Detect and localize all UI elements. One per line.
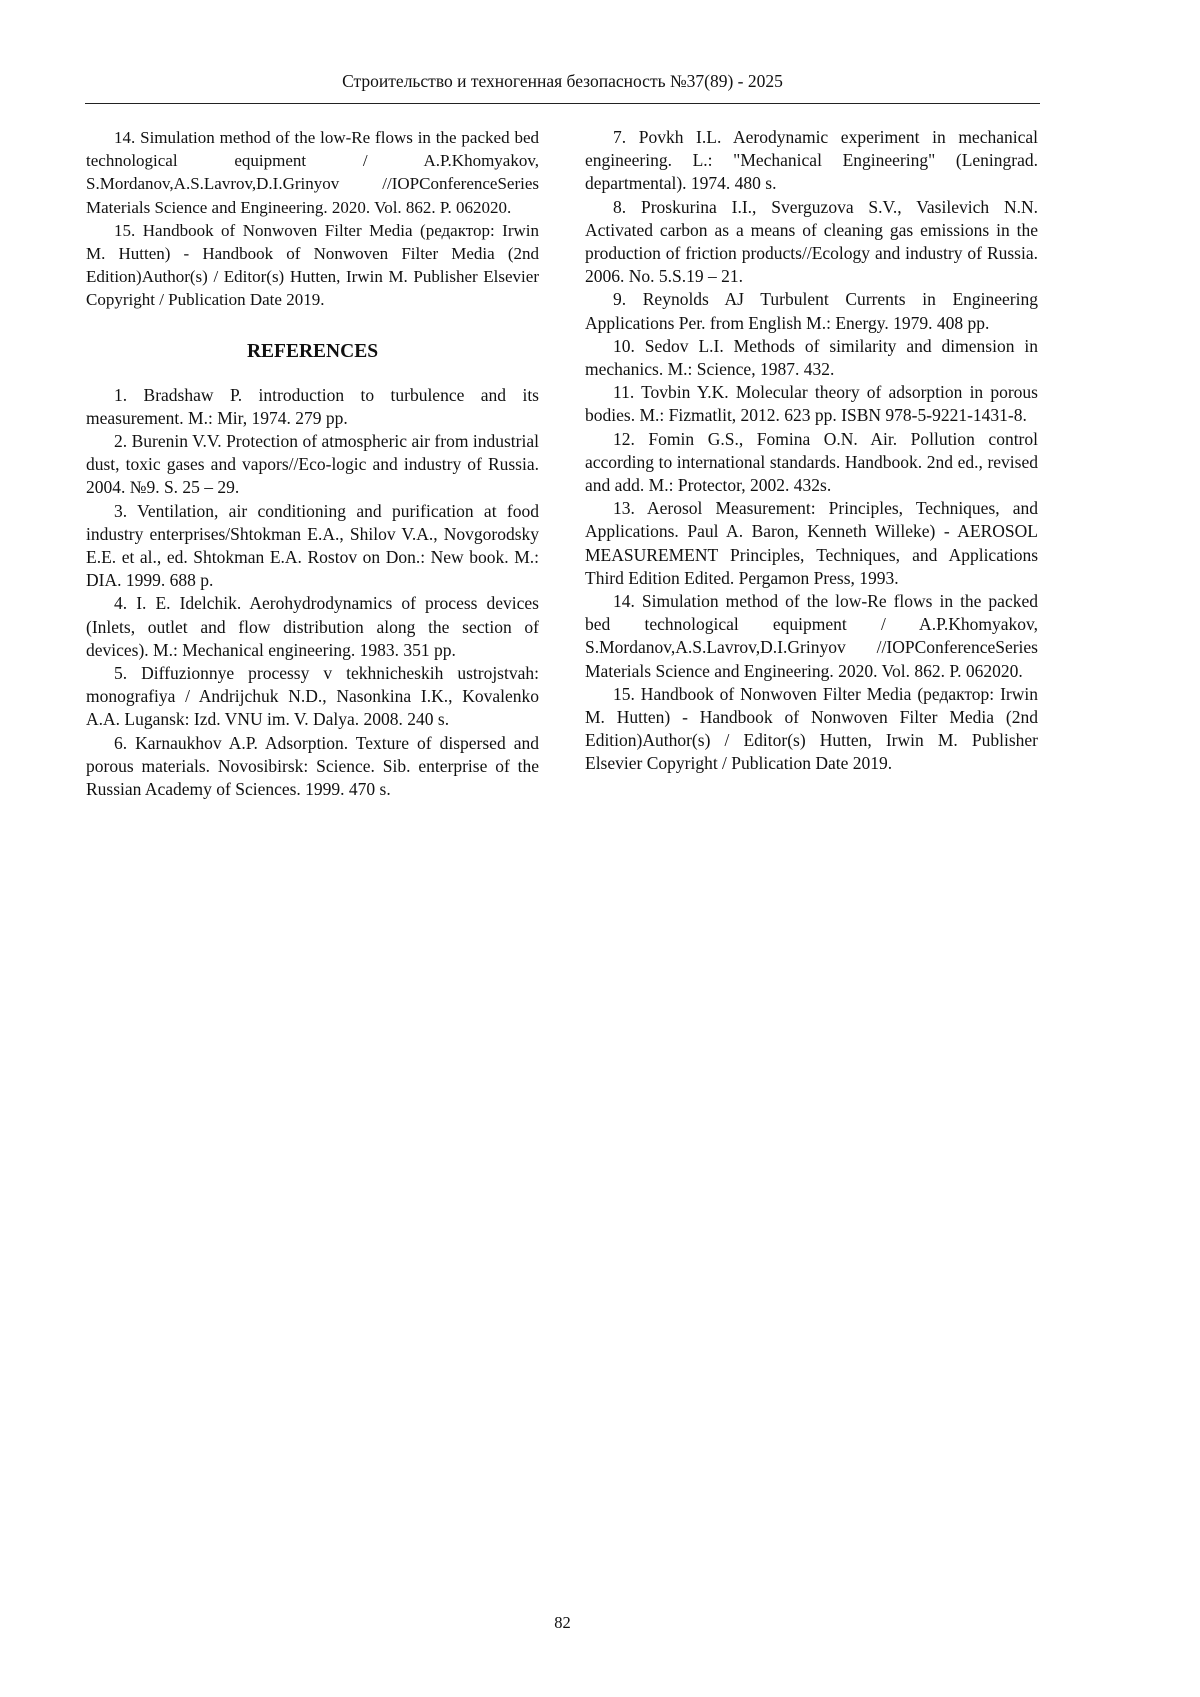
reference-item: 7. Povkh I.L. Aerodynamic experiment in mechanical engineering. L.: "Mechanical Engineering" (Leningrad. departmental). 1974. 480 s. bbox=[585, 127, 1038, 194]
reference-item: 1. Bradshaw P. introduction to turbulence and its measurement. M.: Mir, 1974. 279 pp. bbox=[86, 384, 539, 428]
page-number: 82 bbox=[554, 1613, 571, 1632]
reference-item: 2. Burenin V.V. Protection of atmospheric air from industrial dust, toxic gases and vapors//Eco-logic and industry of Russia. 2004. №9. S. 25 – 29. bbox=[86, 431, 539, 498]
running-head: Строительство и техногенная безопасность №37(89) - 2025 bbox=[342, 71, 783, 91]
reference-item: 4. I. E. Idelchik. Aerohydrodynamics of process devices (Inlets, outlet and flow distribution along the section of devices). M.: Mechanical engineering. 1983. 351 pp. bbox=[86, 593, 539, 660]
right-column bbox=[585, 126, 1038, 776]
reference-item: 15. Handbook of Nonwoven Filter Media (редактор: Irwin M. Hutten) - Handbook of Nonwoven Filter Media (2nd Edition)Author(s) / Editor(s) Hutten, Irwin M. Publisher Elsevier Copyright / Publication Date 2019. bbox=[86, 220, 539, 310]
reference-item: 3. Ventilation, air conditioning and purification at food industry enterprises/Shtokman E.A., Shilov V.A., Novgorodsky E.E. et al., ed. Shtokman E.A. Rostov on Don.: New book. M.: DIA. 1999. 688 p. bbox=[86, 500, 539, 591]
reference-item: 5. Diffuzionnye processy v tekhnicheskih ustrojstvah: monografiya / Andrijchuk N.D., Nasonkina I.K., Kovalenko A.A. Lugansk: Izd. VNU im. V. Dalya. 2008. 240 s. bbox=[86, 663, 539, 730]
reference-item: 15. Handbook of Nonwoven Filter Media (редактор: Irwin M. Hutten) - Handbook of Nonwoven Filter Media (2nd Edition)Author(s) / Editor(s) Hutten, Irwin M. Publisher Elsevier Copyright / Publication Date 2019. bbox=[585, 683, 1038, 774]
reference-item: 14. Simulation method of the low-Re flows in the packed bed technological equipment / A.P.Khomyakov, S.Mordanov,A.S.Lavrov,D.I.Grinyov //IOPConferenceSeries Materials Science and Engineering. 2020. Vol. 862. P. 062020. bbox=[585, 591, 1038, 681]
reference-item: 6. Karnaukhov A.P. Adsorption. Texture of dispersed and porous materials. Novosibirsk: Science. Sib. enterprise of the Russian Academy of Sciences. 1999. 470 s. bbox=[86, 732, 539, 800]
left-column bbox=[86, 126, 539, 801]
reference-item: 11. Tovbin Y.K. Molecular theory of adsorption in porous bodies. M.: Fizmatlit, 2012. 623 pp. ISBN 978-5-9221-1431-8. bbox=[585, 382, 1038, 426]
reference-item: 9. Reynolds AJ Turbulent Currents in Engineering Applications Per. from English M.: Energy. 1979. 408 pp. bbox=[585, 289, 1038, 333]
references-heading: REFERENCES bbox=[246, 340, 379, 362]
reference-item: 10. Sedov L.I. Methods of similarity and dimension in mechanics. M.: Science, 1987. 432. bbox=[585, 335, 1038, 380]
reference-item: 14. Simulation method of the low-Re flows in the packed bed technological equipment / A.P.Khomyakov, S.Mordanov,A.S.Lavrov,D.I.Grinyov //IOPConferenceSeries Materials Science and Engineering. 2020. Vol. 862. P. 062020. bbox=[86, 128, 539, 217]
header-rule bbox=[85, 103, 1040, 104]
reference-item: 12. Fomin G.S., Fomina O.N. Air. Pollution control according to international standards. Handbook. 2nd ed., revised and add. M.: Protector, 2002. 432s. bbox=[585, 428, 1038, 496]
reference-item: 13. Aerosol Measurement: Principles, Techniques, and Applications. Paul A. Baron, Kenneth Willeke) - AEROSOL MEASUREMENT Principles, Techniques, and Applications Third Edition Edited. Pergamon Press, 1993. bbox=[585, 498, 1038, 588]
reference-item: 8. Proskurina I.I., Sverguzova S.V., Vasilevich N.N. Activated carbon as a means of cleaning gas emissions in the production of friction products//Ecology and industry of Russia. 2006. No. 5.S.19 – 21. bbox=[585, 196, 1038, 287]
